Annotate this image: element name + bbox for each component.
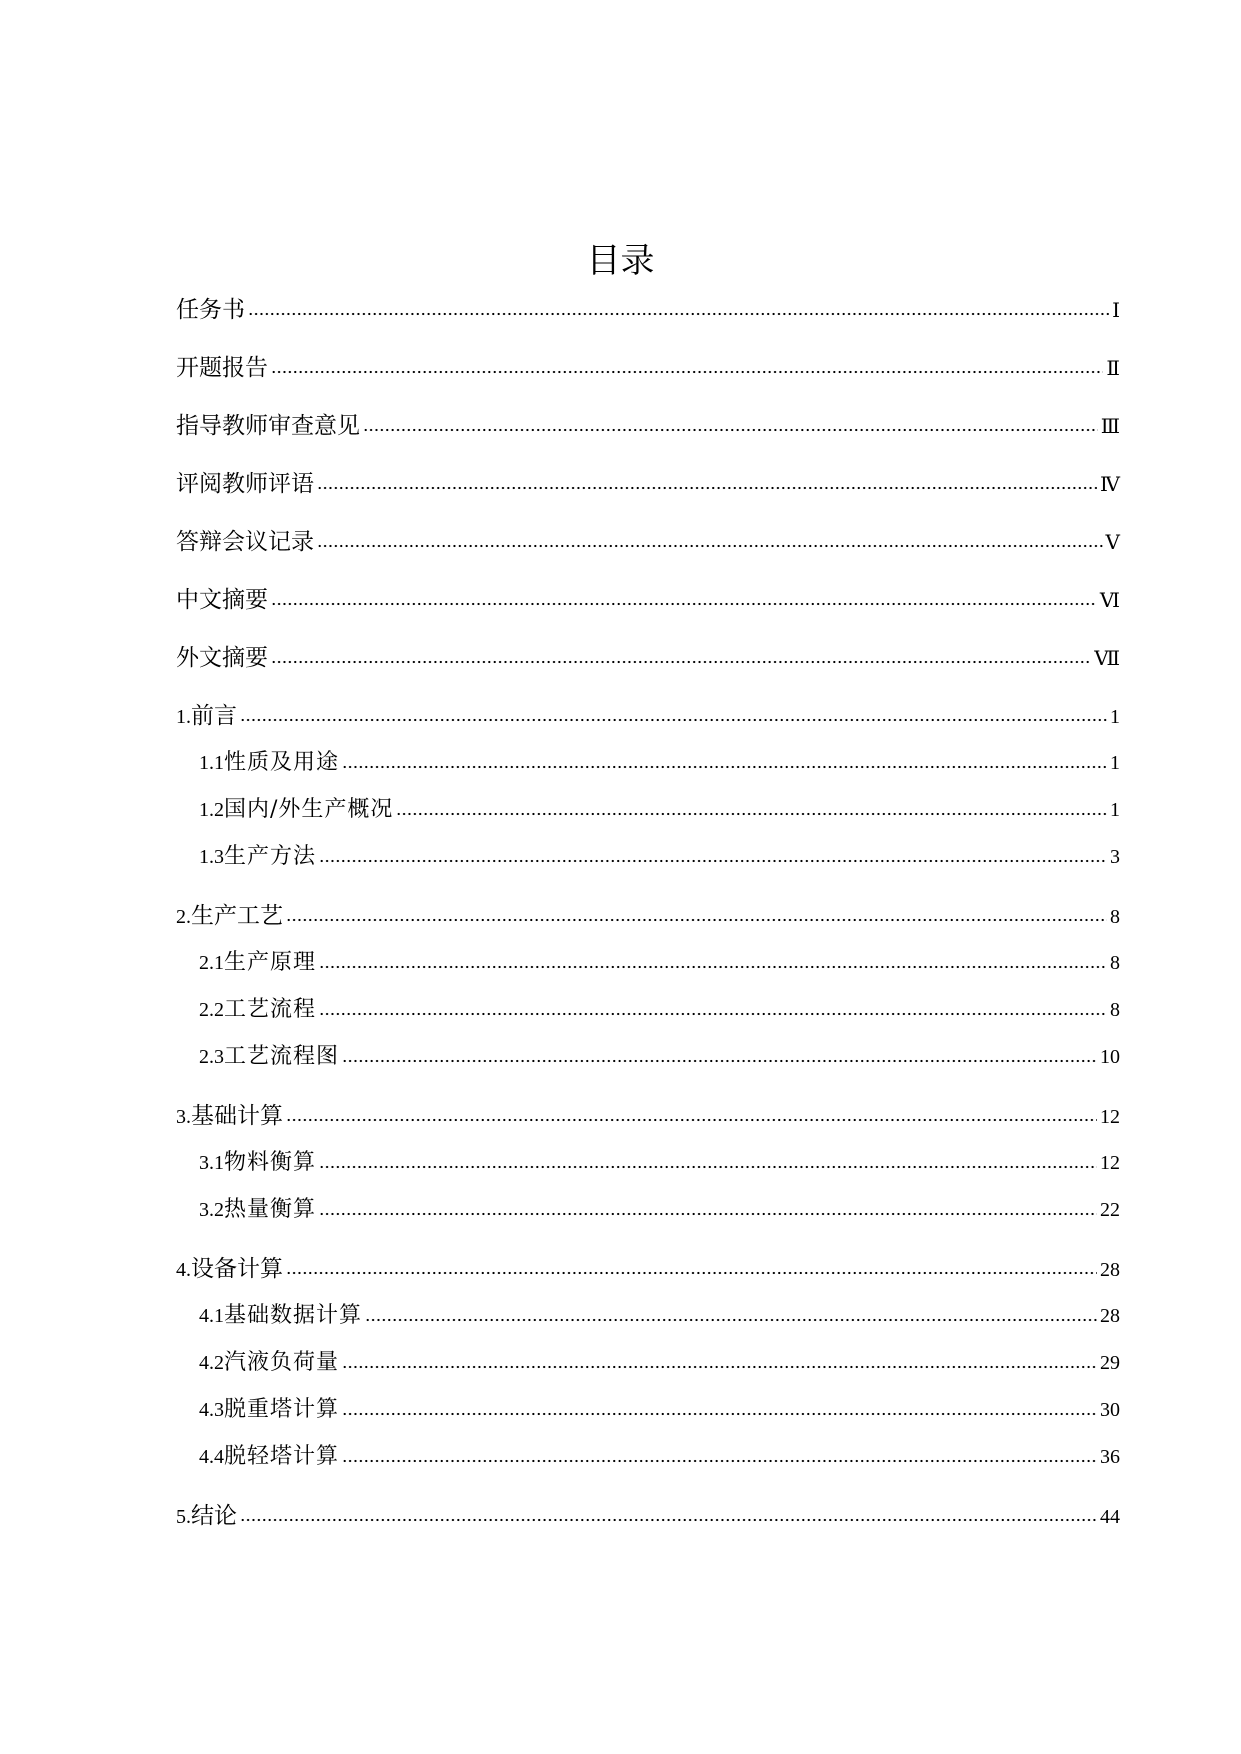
toc-entry-number: 4. [176,1259,191,1281]
toc-entry-label: 基础数据计算 [224,1303,363,1328]
toc-entry[interactable] [176,350,1120,386]
dot-leader [286,1268,1097,1277]
toc-entry-number: 3.1 [199,1152,224,1174]
toc-entry-label: 任务书 [176,297,245,323]
toc-entry-page-number: 12 [1100,1106,1120,1128]
toc-entry-label: 评阅教师评语 [176,471,314,497]
toc-entry-label: 指导教师审查意见 [176,413,360,439]
toc-entry-label: 前言 [191,703,237,729]
toc-entry-page-number: 1 [1110,799,1120,821]
toc-entry-label: 生产工艺 [191,903,283,929]
toc-entry[interactable] [199,1192,1120,1228]
dot-leader [286,915,1107,924]
dot-leader [271,599,1097,608]
dot-leader [319,1009,1107,1018]
toc-entry-page-number: Ⅴ [1105,532,1120,554]
dot-leader [319,856,1107,865]
toc-entry[interactable] [176,1251,1120,1287]
toc-entry-page-number: 8 [1110,999,1120,1021]
dot-leader [363,425,1098,434]
toc-entry-label: 中文摘要 [176,587,268,613]
toc-entry[interactable] [199,945,1120,981]
toc-entry-label: 脱轻塔计算 [224,1444,340,1469]
toc-entry-number: 2.1 [199,952,224,974]
toc-entry-number: 3. [176,1106,191,1128]
toc-entry-page-number: 12 [1100,1152,1120,1174]
toc-entry-label: 物料衡算 [224,1150,317,1175]
dot-leader [248,309,1109,318]
toc-entry-page-number: 22 [1100,1199,1120,1221]
toc-entry[interactable] [176,582,1120,618]
toc-entry[interactable] [176,408,1120,444]
toc-entry-page-number: 28 [1100,1305,1120,1327]
toc-entry-number: 1.3 [199,846,224,868]
toc-entry-page-number: Ⅳ [1100,474,1120,496]
toc-entry-label: 国内/外生产概况 [224,797,394,822]
toc-entry-page-number: 44 [1100,1506,1120,1528]
toc-entry[interactable] [176,898,1120,934]
toc-entry-label: 外文摘要 [176,645,268,671]
toc-entry[interactable] [199,992,1120,1028]
toc-entry[interactable] [176,1098,1120,1134]
dot-leader [365,1315,1097,1324]
toc-entry-page-number: 8 [1110,906,1120,928]
toc-entry-label: 生产原理 [224,950,317,975]
dot-leader [342,1456,1097,1465]
toc-entry[interactable] [199,1298,1120,1334]
toc-entry-label: 工艺流程 [224,997,317,1022]
toc-entry-page-number: 28 [1100,1259,1120,1281]
toc-entry-page-number: Ⅶ [1094,648,1120,670]
toc-entry-label: 开题报告 [176,355,268,381]
toc-entry[interactable] [199,1345,1120,1381]
toc-entry-label: 设备计算 [191,1256,283,1282]
toc-entry-label: 生产方法 [224,844,317,869]
toc-entry-number: 1.2 [199,799,224,821]
toc-entry[interactable] [176,1498,1120,1534]
dot-leader [317,483,1097,492]
dot-leader [319,962,1107,971]
toc-entry-page-number: 1 [1110,706,1120,728]
toc-entry-page-number: 30 [1100,1399,1120,1421]
toc-entry-number: 4.3 [199,1399,224,1421]
dot-leader [319,1209,1097,1218]
toc-entry-page-number: 36 [1100,1446,1120,1468]
toc-entry-number: 3.2 [199,1199,224,1221]
toc-entry[interactable] [199,745,1120,781]
toc-entry-label: 脱重塔计算 [224,1397,340,1422]
toc-entry[interactable] [176,524,1120,560]
toc-entry-number: 2.3 [199,1046,224,1068]
dot-leader [342,1362,1097,1371]
toc-entry[interactable] [199,1145,1120,1181]
toc-entry[interactable] [199,792,1120,828]
toc-entry-label: 答辩会议记录 [176,529,314,555]
toc-entry-page-number: 10 [1100,1046,1120,1068]
toc-entry[interactable] [199,1039,1120,1075]
toc-entry-page-number: Ⅰ [1112,300,1120,322]
toc-entry-page-number: Ⅱ [1106,358,1120,380]
dot-leader [271,657,1091,666]
dot-leader [240,715,1107,724]
toc-entry[interactable] [176,640,1120,676]
toc-entry-number: 4.1 [199,1305,224,1327]
toc-entry-page-number: 1 [1110,752,1120,774]
toc-entry-number: 1.1 [199,752,224,774]
toc-entry-label: 性质及用途 [224,750,340,775]
dot-leader [342,1056,1097,1065]
toc-entry[interactable] [199,839,1120,875]
page-title: 目录 [586,240,655,281]
toc-entry-number: 2.2 [199,999,224,1021]
toc-entry-label: 结论 [191,1503,237,1529]
toc-entry-number: 4.4 [199,1446,224,1468]
toc-entry[interactable] [176,698,1120,734]
toc-entry-page-number: 8 [1110,952,1120,974]
toc-entry-number: 5. [176,1506,191,1528]
toc-entry-page-number: Ⅲ [1100,416,1120,438]
toc-entry-number: 1. [176,706,191,728]
toc-entry[interactable] [199,1392,1120,1428]
dot-leader [396,809,1107,818]
toc-entry-page-number: 29 [1100,1352,1120,1374]
toc-entry-page-number: Ⅵ [1099,590,1120,612]
toc-entry-page-number: 3 [1110,846,1120,868]
toc-entry[interactable] [176,292,1120,328]
dot-leader [240,1515,1097,1524]
dot-leader [342,1409,1097,1418]
toc-entry-label: 工艺流程图 [224,1044,340,1069]
toc-entry-label: 汽液负荷量 [224,1350,340,1375]
toc-entry-number: 4.2 [199,1352,224,1374]
toc-entry-label: 基础计算 [191,1103,283,1129]
dot-leader [286,1115,1097,1124]
toc-entry[interactable] [176,466,1120,502]
toc-entry[interactable] [199,1439,1120,1475]
dot-leader [271,367,1103,376]
toc-entry-label: 热量衡算 [224,1197,317,1222]
toc-entry-number: 2. [176,906,191,928]
dot-leader [342,762,1107,771]
dot-leader [317,541,1103,550]
dot-leader [319,1162,1097,1171]
